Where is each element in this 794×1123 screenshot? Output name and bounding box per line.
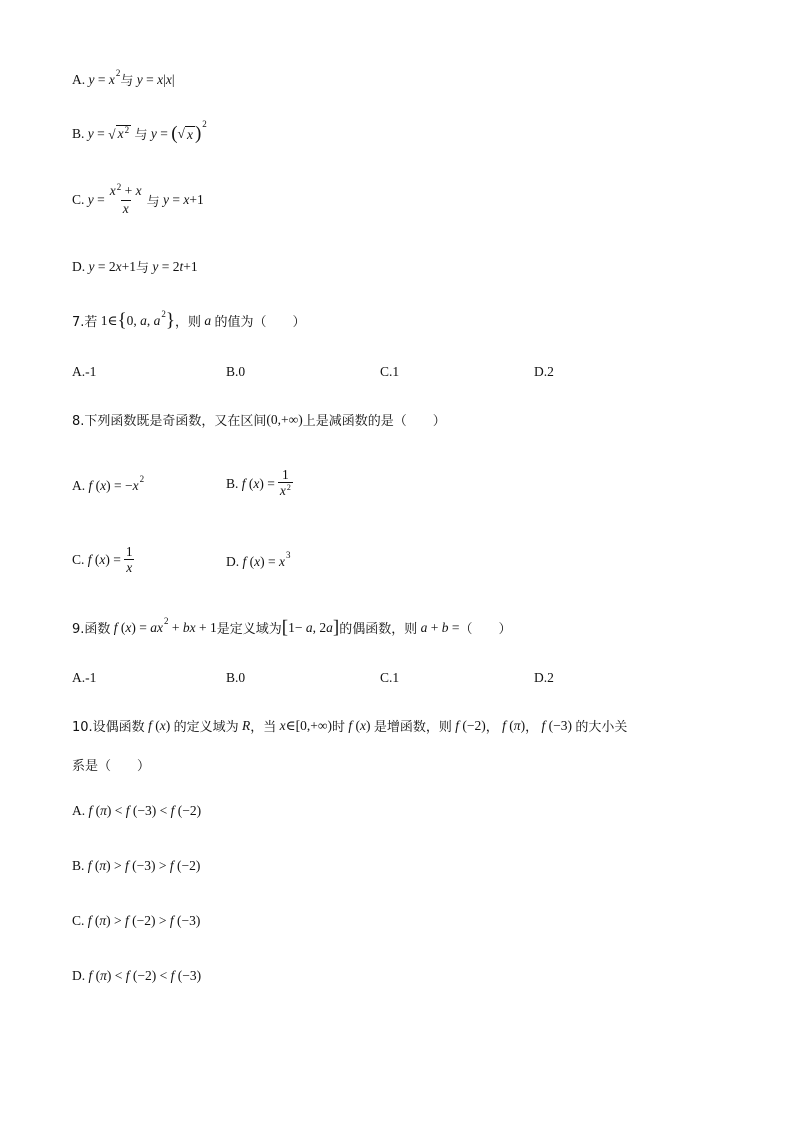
- q10-option-c: C. f ( π ) > f (−2) > f (−3): [72, 913, 201, 928]
- q8-option-c: C. f ( x ) = $\frac{1}{x}$: [72, 544, 133, 575]
- q8-option-a: A. f ( x ) = − x 2: [72, 474, 145, 493]
- q9-option-a: A.-1: [72, 670, 97, 685]
- q10-stem-line1: 10.设偶函数 f ( x ) 的定义域为 R ，当 x ∈[0,+∞) 时 f ( x ) 是增函数，则 f (−2) ， f ( π ) ， f (−3) 的大小关: [72, 717, 628, 735]
- q6-option-c: C. y = $\frac{x^2 + x}{x}$ 与 y = x +1: [72, 182, 204, 216]
- q7-option-a: A.-1: [72, 364, 97, 379]
- q7-stem: 7.若 1∈ { 0, a , a 2 } ，则 a 的值为（ ）: [72, 308, 306, 331]
- q10-option-d: D. f ( π ) < f (−2) < f (−3): [72, 968, 202, 983]
- q6-option-a: A. y = x 2 与 y = x | x |: [72, 67, 175, 89]
- q9-option-c: C.1: [380, 670, 400, 685]
- q7-option-c: C.1: [380, 364, 400, 379]
- q8-option-b: B. f ( x ) = $\frac{1}{x^2}$: [226, 467, 296, 501]
- q7-option-d: D.2: [534, 364, 554, 379]
- q10-stem-line2: 系是（ ）: [72, 759, 151, 774]
- q10-option-a: A. f ( π ) < f (−3) < f (−2): [72, 803, 202, 818]
- q10-option-b: B. f ( π ) > f (−3) > f (−2): [72, 858, 201, 873]
- q6-option-b: B. y = √ $x^2$ 与 y = ( √ x ) 2: [72, 118, 207, 144]
- q8-stem: 8.下列函数既是奇函数，又在区间 (0,+∞) 上是减函数的是（ ）: [72, 411, 446, 429]
- q8-option-d: D. f ( x ) = x 3: [226, 550, 291, 569]
- q9-stem: 9.函数 f ( x ) = ax 2 + bx + 1 是定义域为 [ 1− a , 2 a ] 的偶函数，则 a + b = （ ）: [72, 615, 512, 638]
- q9-option-d: D.2: [534, 670, 554, 685]
- q9-option-b: B.0: [226, 670, 246, 685]
- q6-option-d: D. y = 2 x +1 与 y = 2 t +1: [72, 258, 198, 276]
- q7-option-b: B.0: [226, 364, 246, 379]
